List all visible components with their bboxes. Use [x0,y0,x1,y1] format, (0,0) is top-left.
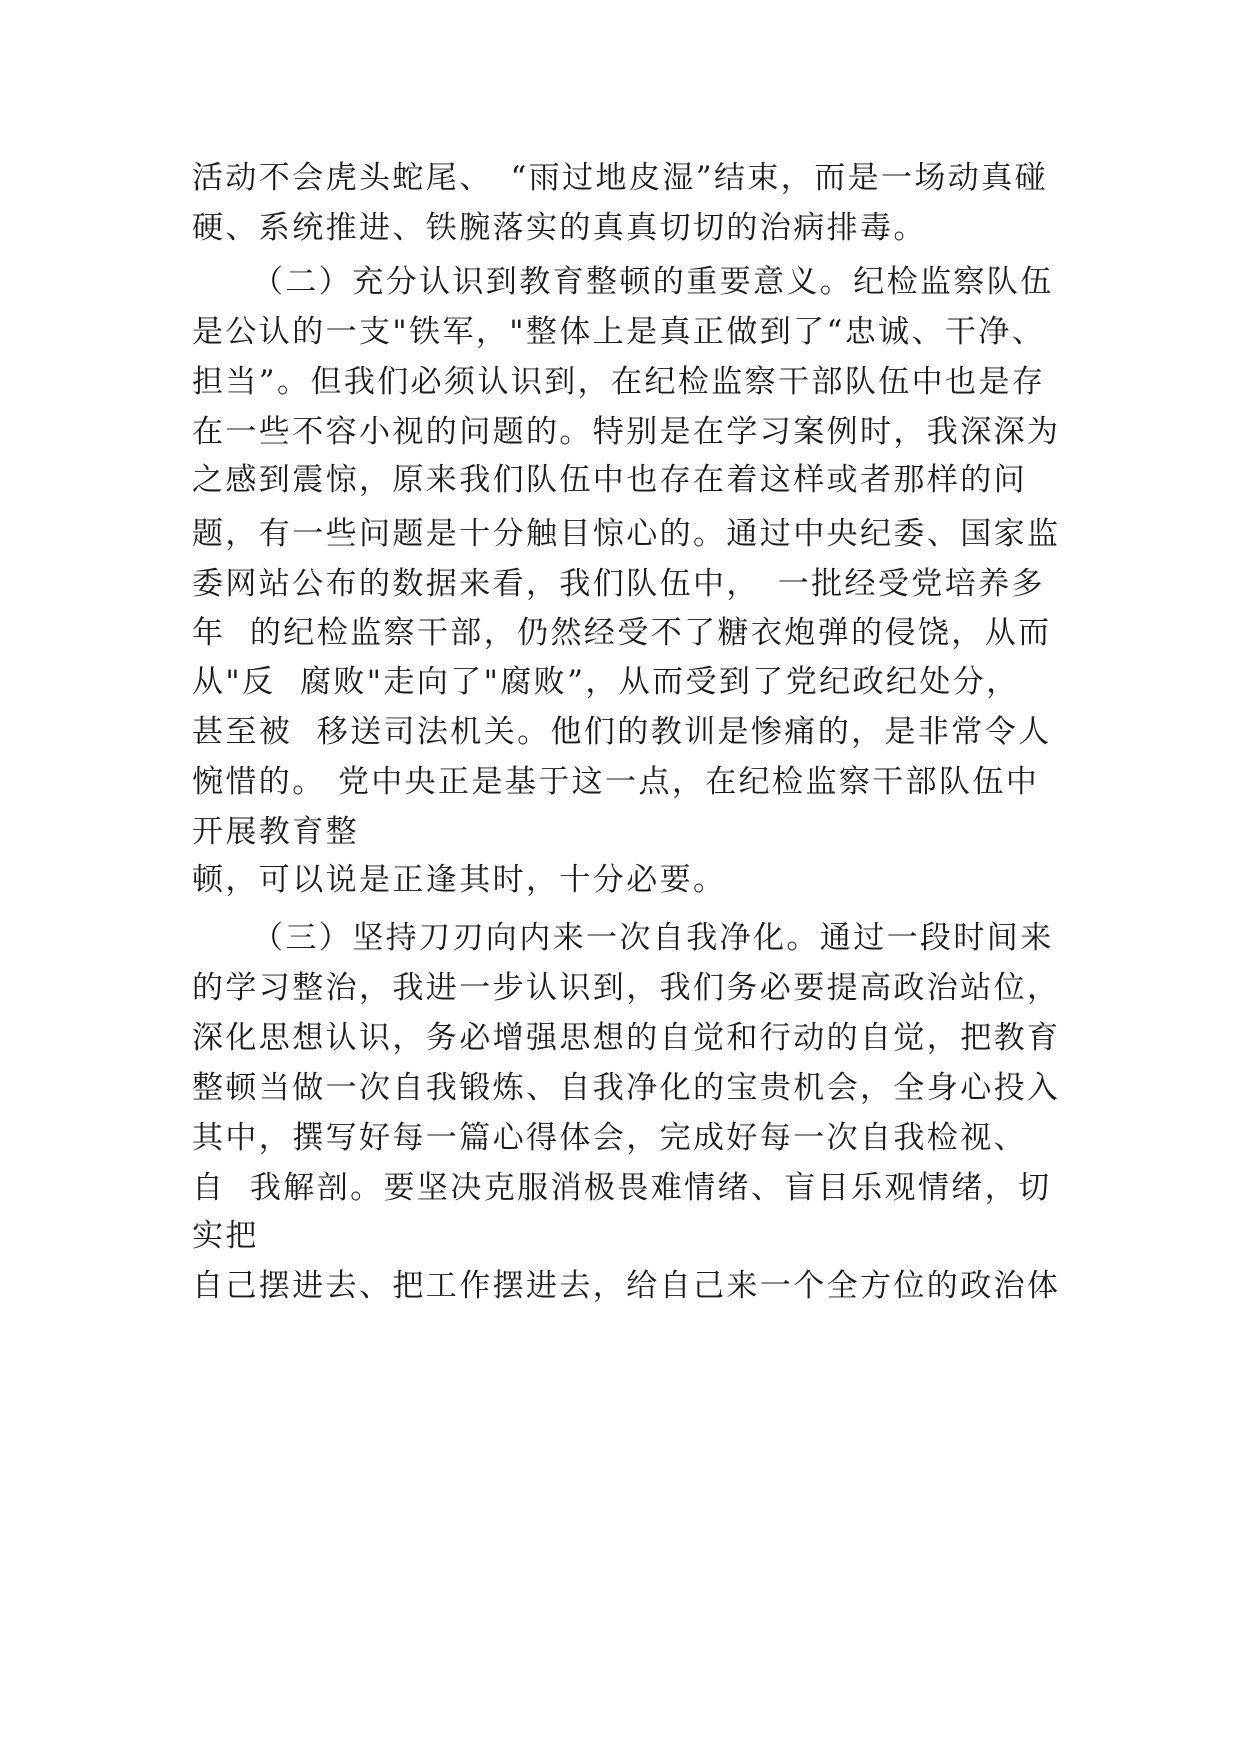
text-line: 题，有一些问题是十分触目惊心的。通过中央纪委、国家监 [192,516,1061,552]
text-line: 活动不会虎头蛇尾、 “雨过地皮湿”结束，而是一场动真碰 [192,160,1048,196]
text-line: 惋惜的。 党中央正是基于这一点，在纪检监察干部队伍中 [192,764,1040,800]
text-line: 深化思想认识，务必增强思想的自觉和行动的自觉，把教育 [192,1020,1061,1056]
text-line: 之感到震惊，原来我们队伍中也存在着这样或者那样的问 [192,462,1027,498]
text-line: 甚至被 移送司法机关。他们的教训是惨痛的，是非常令人 [192,714,1052,750]
text-line: 开展教育整 [192,814,359,850]
text-line: 硬、系统推进、铁腕落实的真真切切的治病排毒。 [192,210,927,246]
text-line: 实把 [192,1218,259,1254]
text-line: 整顿当做一次自我锻炼、自我净化的宝贵机会，全身心投入 [192,1070,1061,1106]
text-line: 从"反 腐败"走向了"腐败”，从而受到了党纪政纪处分， [192,664,1020,700]
text-line: 顿，可以说是正逢其时，十分必要。 [192,862,727,898]
text-line: 在一些不容小视的问题的。特别是在学习案例时，我深深为 [192,414,1061,450]
text-line: 年 的纪检监察干部，仍然经受不了糖衣炮弹的侵饶，从而 [192,615,1052,651]
paragraph-heading-2: （二）充分认识到教育整顿的重要意义。纪检监察队伍 [252,264,1054,300]
paragraph-heading-3: （三）坚持刀刃向内来一次自我净化。通过一段时间来 [252,920,1054,956]
text-line: 委网站公布的数据来看，我们队伍中， 一批经受党培养多 [192,566,1045,602]
text-line: 自己摆进去、把工作摆进去，给自己来一个全方位的政治体 [192,1268,1061,1304]
text-line: 担当”。但我们必须认识到，在纪检监察干部队伍中也是存 [192,364,1046,400]
text-line: 自 我解剖。要坚决克服消极畏难情绪、盲目乐观情绪，切 [192,1170,1052,1206]
text-line: 是公认的一支"铁军，"整体上是真正做到了“忠诚、干净、 [192,314,1046,350]
text-line: 的学习整治，我进一步认识到，我们务必要提高政治站位， [192,970,1061,1006]
text-line: 其中，撰写好每一篇心得体会，完成好每一次自我检视、 [192,1120,1027,1156]
